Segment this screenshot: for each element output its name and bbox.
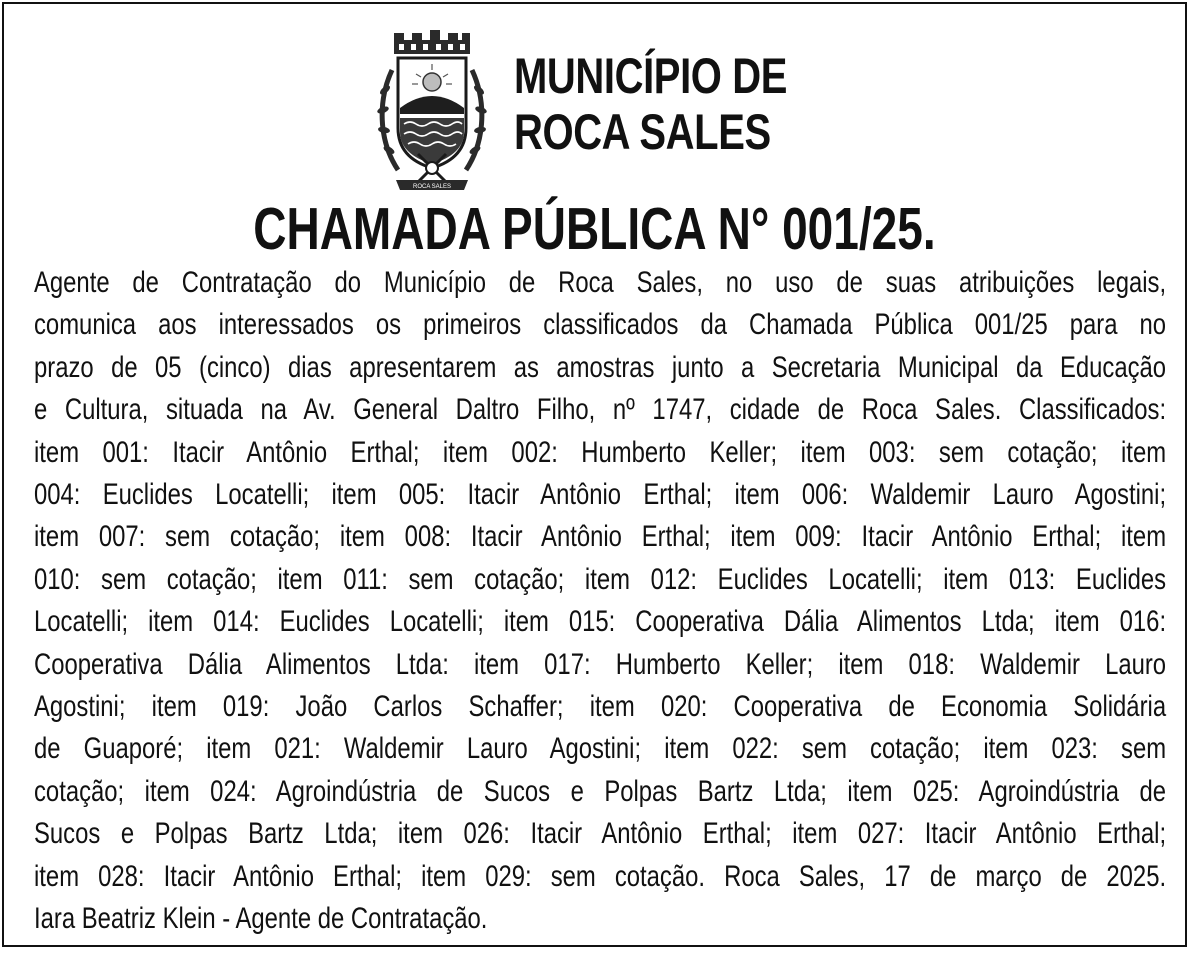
municipality-name-line2: ROCA SALES: [514, 104, 771, 160]
body-line: Sucos e Polpas Bartz Ltda; item 026: Itacir Antônio Erthal; item 027: Itacir Antônio Erthal;: [34, 817, 1167, 851]
body-line: prazo de 05 (cinco) dias apresentarem as amostras junto a Secretaria Municipal da Educação: [34, 350, 1167, 384]
body-line: Cooperativa Dália Alimentos Ltda: item 017: Humberto Keller; item 018: Waldemir Lauro: [34, 647, 1167, 681]
body-line: e Cultura, situada na Av. General Daltro Filho, nº 1747, cidade de Roca Sales. Classificados:: [34, 393, 1167, 427]
body-line: comunica aos interessados os primeiros classificados da Chamada Pública 001/25 para no: [34, 308, 1167, 342]
body-line: cotação; item 024: Agroindústria de Sucos e Polpas Bartz Ltda; item 025: Agroindústria de: [34, 774, 1167, 808]
body-line: de Guaporé; item 021: Waldemir Lauro Agostini; item 022: sem cotação; item 023: sem: [34, 732, 1167, 766]
municipality-name-line1: MUNICÍPIO DE: [514, 48, 787, 104]
coat-of-arms-icon: [376, 30, 488, 192]
notice-body: [34, 262, 1166, 941]
body-line: Agostini; item 019: João Carlos Schaffer; item 020: Cooperativa de Economia Solidária: [34, 690, 1167, 724]
municipality-name: [514, 48, 787, 160]
body-line: item 001: Itacir Antônio Erthal; item 002: Humberto Keller; item 003: sem cotação; item: [34, 435, 1167, 469]
signature-line: Iara Beatriz Klein - Agente de Contratação.: [34, 902, 488, 936]
body-line: 004: Euclides Locatelli; item 005: Itacir Antônio Erthal; item 006: Waldemir Lauro Agostini;: [34, 478, 1167, 512]
notice-title-text: CHAMADA PÚBLICA N° 001/25.: [253, 196, 936, 262]
body-line: Locatelli; item 014: Euclides Locatelli; item 015: Cooperativa Dália Alimentos Ltda; item 016:: [34, 605, 1167, 639]
body-line: item 028: Itacir Antônio Erthal; item 029: sem cotação. Roca Sales, 17 de março de 2025.: [34, 859, 1167, 893]
crest-motto: ROCA SALES: [412, 184, 452, 190]
body-line: Agente de Contratação do Município de Roca Sales, no uso de suas atribuições legais,: [34, 266, 1167, 299]
public-notice: [2, 2, 1187, 947]
notice-title: [4, 196, 1185, 262]
body-line: 010: sem cotação; item 011: sem cotação; item 012: Euclides Locatelli; item 013: Euclides: [34, 562, 1167, 596]
body-line: item 007: sem cotação; item 008: Itacir Antônio Erthal; item 009: Itacir Antônio Erthal; item: [34, 520, 1167, 554]
